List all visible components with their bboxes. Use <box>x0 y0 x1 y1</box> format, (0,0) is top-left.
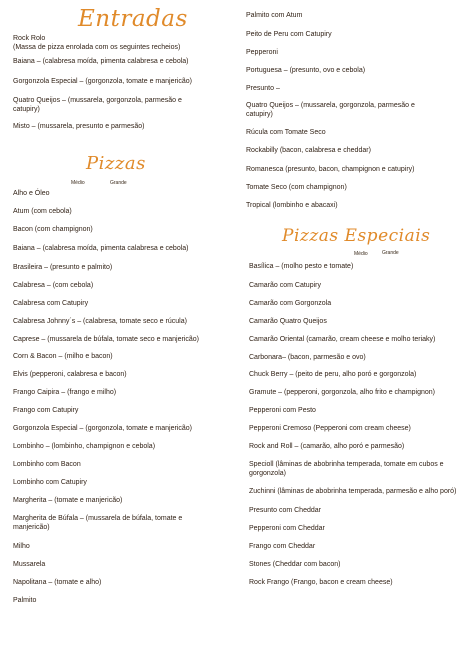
menu-item: Peito de Peru com Catupiry <box>246 31 332 38</box>
menu-item: Rock Frango (Frango, bacon e cream cheese) <box>249 579 393 586</box>
menu-item: Rúcula com Tomate Seco <box>246 129 326 136</box>
menu-item: Palmito <box>13 597 37 604</box>
menu-item: Romanesca (presunto, bacon, champignon e catupiry) <box>246 166 415 173</box>
size-label-grande: Grande <box>382 250 399 256</box>
menu-item: Frango Caipira – (frango e milho) <box>13 389 117 396</box>
menu-item: Quatro Queijos – (mussarela, gorgonzola, parmesão e catupiry) <box>13 97 182 113</box>
menu-item: Rock and Roll – (camarão, alho poró e parmesão) <box>249 443 405 450</box>
menu-item: Specioll (lâminas de abobrinha temperada, tomate em cubos e gorgonzola) <box>249 461 444 477</box>
menu-item: Pepperoni com Cheddar <box>249 525 325 532</box>
menu-item: Elvis (pepperoni, calabresa e bacon) <box>13 371 127 378</box>
menu-item: Gorgonzola Especial – (gorgonzola, tomate e manjericão) <box>13 78 192 85</box>
menu-item: Mussarela <box>13 561 46 568</box>
menu-item: Calabresa – (com cebola) <box>13 282 94 289</box>
menu-item: Calabresa com Catupiry <box>13 300 89 307</box>
menu-item: Lombinho com Catupiry <box>13 479 87 486</box>
size-label-medio: Médio <box>354 251 368 257</box>
menu-item: Corn & Bacon – (milho e bacon) <box>13 353 113 360</box>
menu-item: Tomate Seco (com champignon) <box>246 184 347 191</box>
menu-item: Camarão com Gorgonzola <box>249 300 332 307</box>
menu-item: Quatro Queijos – (mussarela, gorgonzola, parmesão e catupiry) <box>246 102 415 118</box>
entradas-heading: Entradas <box>78 6 188 32</box>
menu-item: Margherita – (tomate e manjericão) <box>13 497 123 504</box>
menu-item: Frango com Cheddar <box>249 543 316 550</box>
menu-item: Caprese – (mussarela de búfala, tomate seco e manjericão) <box>13 336 199 343</box>
menu-item: Presunto com Cheddar <box>249 507 321 514</box>
menu-item: Zuchinni (lâminas de abobrinha temperada, parmesão e alho poró) <box>249 488 457 495</box>
menu-item: Frango com Catupiry <box>13 407 79 414</box>
pizzas-heading: Pizzas <box>86 153 146 174</box>
menu-item: Camarão Oriental (camarão, cream cheese e molho teriaky) <box>249 336 436 343</box>
menu-item: Baiana – (calabresa moída, pimenta calabresa e cebola) <box>13 245 189 252</box>
menu-item: Rockabilly (bacon, calabresa e cheddar) <box>246 147 371 154</box>
menu-item: Pepperoni Cremoso (Pepperoni com cream cheese) <box>249 425 411 432</box>
menu-item: Baiana – (calabresa moída, pimenta calabresa e cebola) <box>13 58 189 65</box>
menu-item: Rock Rolo (Massa de pizza enrolada com os seguintes recheios) <box>13 35 181 51</box>
size-label-grande: Grande <box>110 180 127 186</box>
menu-item: Gorgonzola Especial – (gorgonzola, tomate e manjericão) <box>13 425 192 432</box>
menu-item: Bacon (com champignon) <box>13 226 93 233</box>
menu-item: Carbonara– (bacon, parmesão e ovo) <box>249 354 366 361</box>
menu-item: Stones (Cheddar com bacon) <box>249 561 341 568</box>
menu-item: Pepperoni com Pesto <box>249 407 316 414</box>
menu-item: Lombinho com Bacon <box>13 461 81 468</box>
menu-item: Camarão com Catupiry <box>249 282 321 289</box>
menu-item: Calabresa Johnny´s – (calabresa, tomate seco e rúcula) <box>13 318 187 325</box>
menu-item: Misto – (mussarela, presunto e parmesão) <box>13 123 145 130</box>
menu-item: Napolitana – (tomate e alho) <box>13 579 102 586</box>
menu-item: Gramute – (pepperoni, gorgonzola, alho frito e champignon) <box>249 389 435 396</box>
menu-item: Palmito com Atum <box>246 12 303 19</box>
pizzas-especiais-heading: Pizzas Especiais <box>282 226 431 246</box>
menu-item: Milho <box>13 543 30 550</box>
menu-item: Lombinho – (lombinho, champignon e cebola) <box>13 443 156 450</box>
menu-item: Pepperoni <box>246 49 278 56</box>
menu-item: Tropical (lombinho e abacaxi) <box>246 202 338 209</box>
menu-item: Presunto – <box>246 85 280 92</box>
menu-item: Brasileira – (presunto e palmito) <box>13 264 113 271</box>
menu-item: Atum (com cebola) <box>13 208 72 215</box>
menu-item: Alho e Óleo <box>13 190 50 197</box>
menu-item: Basílica – (molho pesto e tomate) <box>249 263 354 270</box>
size-label-medio: Médio <box>71 180 85 186</box>
menu-item: Margherita de Búfala – (mussarela de búfala, tomate e manjericão) <box>13 515 183 531</box>
menu-item: Portuguesa – (presunto, ovo e cebola) <box>246 67 366 74</box>
menu-item: Camarão Quatro Queijos <box>249 318 327 325</box>
menu-item: Chuck Berry – (peito de peru, alho poró e gorgonzola) <box>249 371 417 378</box>
